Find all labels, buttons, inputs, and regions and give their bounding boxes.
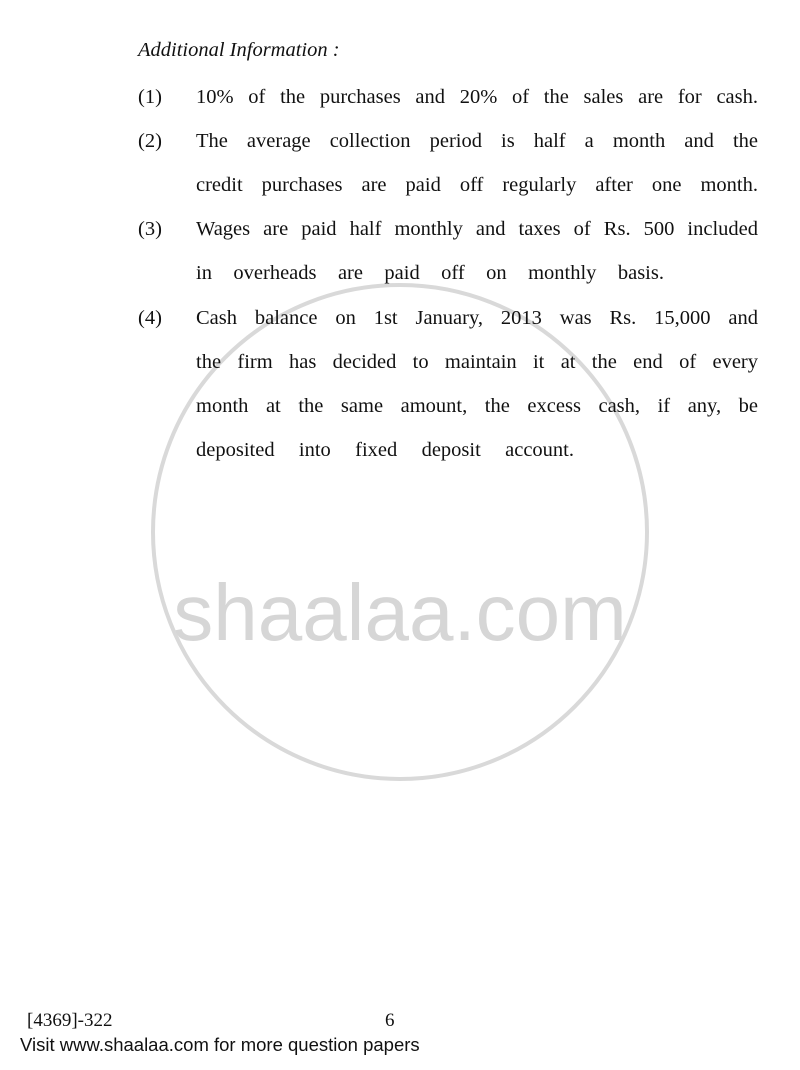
item-text: Cash balance on 1st January, 2013 was Rs. 15,000 and [196,307,758,329]
item-text: month at the same amount, the excess cash, if any, be [196,395,758,417]
item-text: deposited into fixed deposit account. [196,439,574,461]
item-number: (1) [138,86,162,108]
item-text: 10% of the purchases and 20% of the sales are for cash. [196,86,758,108]
item-text: the firm has decided to maintain it at the end of every [196,351,758,373]
item-number: (3) [138,218,162,240]
section-heading: Additional Information : [138,39,340,61]
item-text: credit purchases are paid off regularly after one month. [196,174,758,196]
visit-link[interactable]: Visit www.shaalaa.com for more question papers [20,1034,420,1055]
item-text: Wages are paid half monthly and taxes of Rs. 500 included [196,218,758,240]
watermark-text: shaalaa.com [173,568,627,657]
page-number: 6 [385,1010,395,1031]
paper-code: [4369]-322 [27,1010,113,1031]
item-text: in overheads are paid off on monthly basis. [196,262,664,284]
item-text: The average collection period is half a month and the [196,130,758,152]
item-number: (2) [138,130,162,152]
item-number: (4) [138,307,162,329]
